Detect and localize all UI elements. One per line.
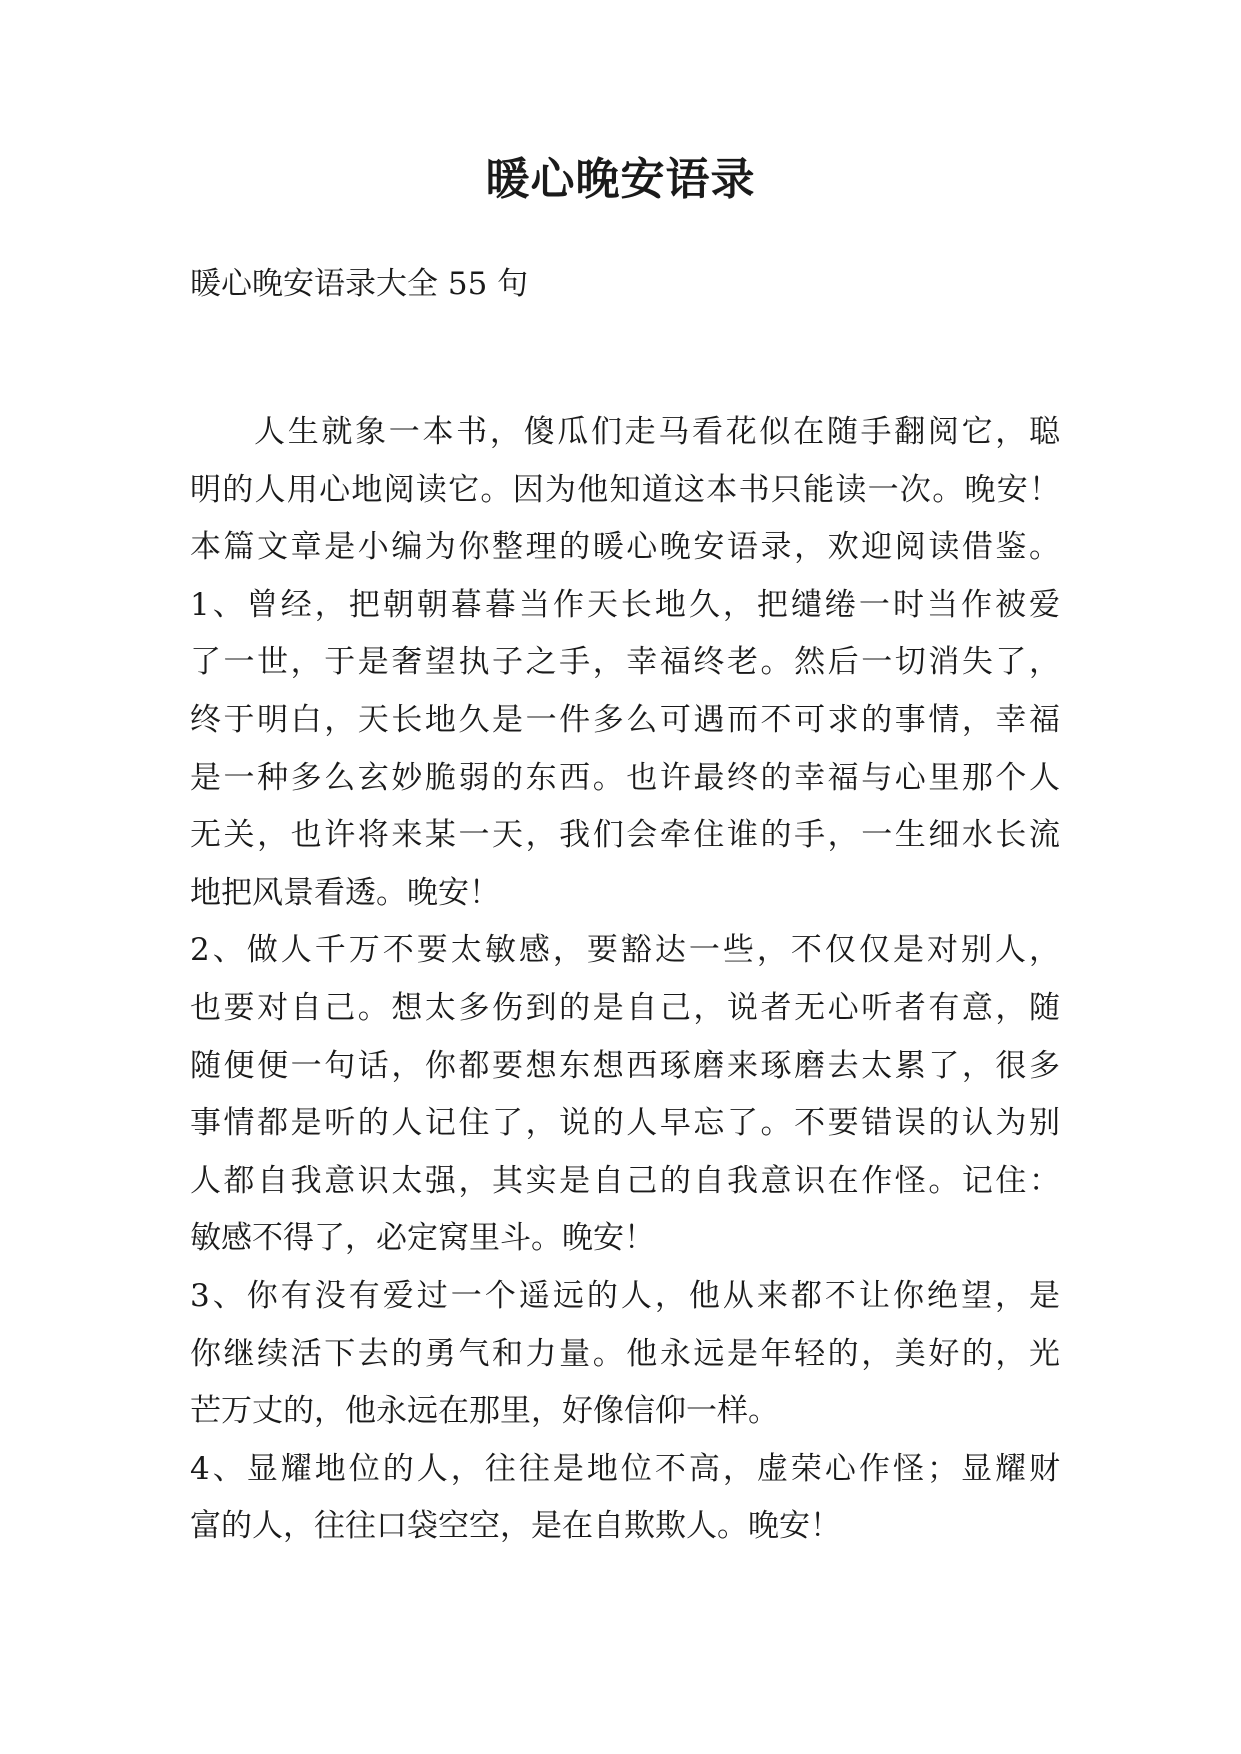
paragraph-line: 人都自我意识太强，其实是自己的自我意识在作怪。记住：: [190, 1162, 1060, 1199]
paragraph-line: 3、你有没有爱过一个遥远的人，他从来都不让你绝望，是: [190, 1277, 1060, 1314]
paragraph-line: 也要对自己。想太多伤到的是自己，说者无心听者有意，随: [190, 989, 1060, 1026]
paragraph-line: 了一世，于是奢望执子之手，幸福终老。然后一切消失了，: [190, 644, 1060, 681]
paragraph-line: 你继续活下去的勇气和力量。他永远是年轻的，美好的，光: [190, 1335, 1060, 1372]
paragraph-line: 地把风景看透。晚安！: [190, 874, 500, 911]
paragraph-line: 芒万丈的，他永远在那里，好像信仰一样。: [190, 1393, 779, 1430]
document-body: [190, 404, 1060, 1556]
paragraph-line: 2、做人千万不要太敏感，要豁达一些，不仅仅是对别人，: [190, 932, 1060, 969]
paragraph-line: 终于明白，天长地久是一件多么可遇而不可求的事情，幸福: [190, 701, 1060, 738]
paragraph-line: 1、曾经，把朝朝暮暮当作天长地久，把缱绻一时当作被爱: [190, 586, 1060, 623]
paragraph-line: 4、显耀地位的人，往往是地位不高，虚荣心作怪；显耀财: [190, 1450, 1060, 1487]
paragraph-line: 敏感不得了，必定窝里斗。晚安！: [190, 1220, 655, 1257]
paragraph-line: 随便便一句话，你都要想东想西琢磨来琢磨去太累了，很多: [190, 1047, 1060, 1084]
paragraph-line: 是一种多么玄妙脆弱的东西。也许最终的幸福与心里那个人: [190, 759, 1060, 796]
document-subtitle: 暖心晚安语录大全 55 句: [190, 266, 529, 302]
paragraph-line: 明的人用心地阅读它。因为他知道这本书只能读一次。晚安！: [190, 471, 1060, 508]
paragraph-line: 无关，也许将来某一天，我们会牵住谁的手，一生细水长流: [190, 817, 1060, 854]
paragraph-line: 人生就象一本书，傻瓜们走马看花似在随手翻阅它，聪: [254, 414, 1060, 450]
paragraph-line: 事情都是听的人记住了，说的人早忘了。不要错误的认为别: [190, 1105, 1060, 1142]
paragraph-line: 富的人，往往口袋空空，是在自欺欺人。晚安！: [190, 1508, 841, 1545]
paragraph-line: 本篇文章是小编为你整理的暖心晚安语录，欢迎阅读借鉴。: [190, 529, 1060, 566]
document-title: 暖心晚安语录: [485, 154, 756, 205]
